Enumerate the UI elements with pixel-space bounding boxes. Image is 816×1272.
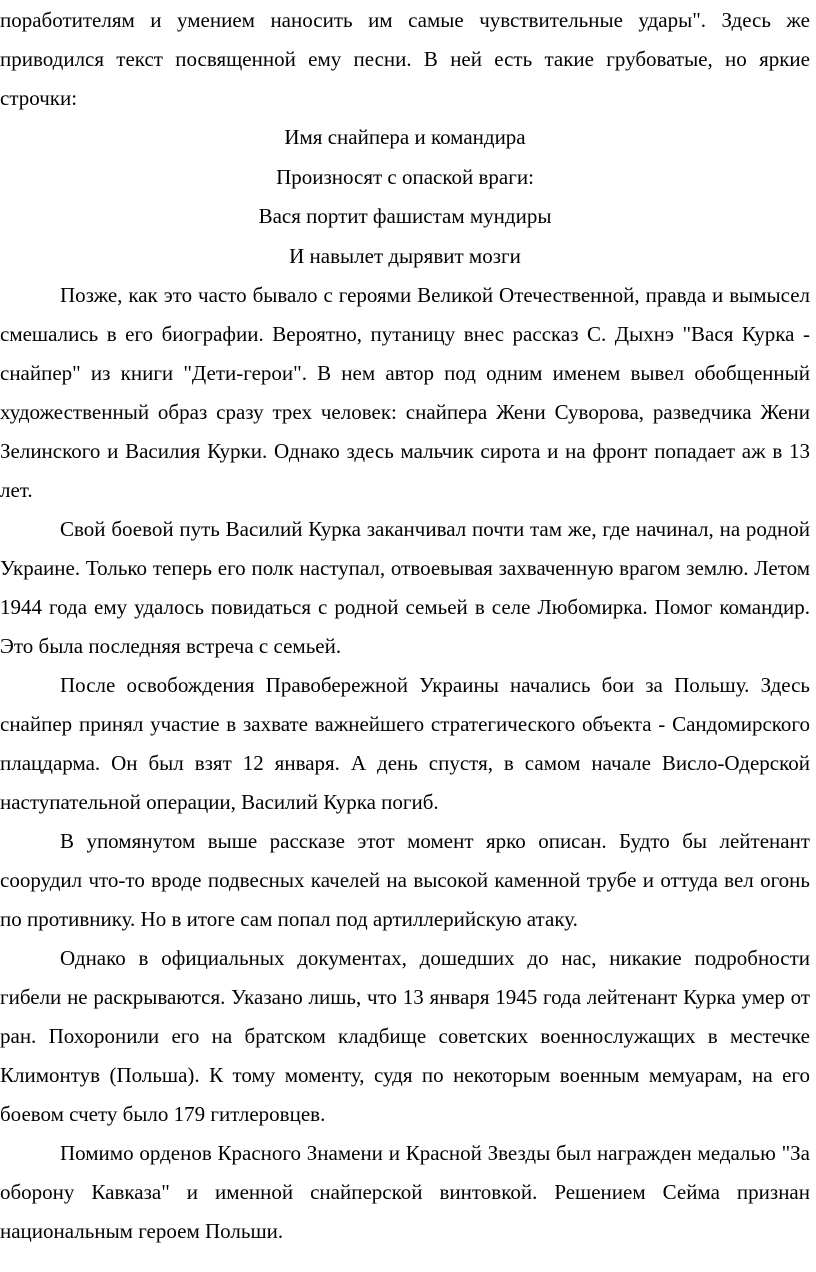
paragraph: Позже, как это часто бывало с героями Великой Отечественной, правда и вымысел смешались в его биографии. Вероятно, путаницу внес рассказ С. Дыхнэ "Вася Курка - снайпер" из книги "Дети-герои". В нем автор под одним именем вывел обобщенный художественный образ сразу трех человек: снайпера Жени Суворова, разведчика Жени Зелинского и Василия Курки. Однако здесь мальчик сирота и на фронт попадает аж в 13 лет. (0, 283, 810, 502)
poem-line: Вася портит фашистам мундиры (258, 204, 552, 228)
poem (0, 118, 810, 276)
poem-line: И навылет дырявит мозги (289, 243, 521, 268)
paragraph: После освобождения Правобережной Украины начались бои за Польшу. Здесь снайпер принял участие в захвате важнейшего стратегического объекта - Сандомирского плацдарма. Он был взят 12 января. А день спустя, в самом начале Висло-Одерской наступательной операции, Василий Курка погиб. (0, 673, 810, 814)
paragraph: Однако в официальных документах, дошедших до нас, никакие подробности гибели не раскрываются. Указано лишь, что 13 января 1945 года лейтенант Курка умер от ран. Похоронили его на братском кладбище советских военнослужащих в местечке Климонтув (Польша). К тому моменту, судя по некоторым военным мемуарам, на его боевом счету было 179 гитлеровцев. (0, 946, 810, 1126)
poem-line: Произносят с опаской враги: (276, 164, 534, 189)
paragraph: В упомянутом выше рассказе этот момент ярко описан. Будто бы лейтенант соорудил что-то вроде подвесных качелей на высокой каменной трубе и оттуда вел огонь по противнику. Но в итоге сам попал под артиллерийскую атаку. (0, 829, 810, 931)
paragraph: Помимо орденов Красного Знамени и Красной Звезды был награжден медалью "За оборону Кавказа" и именной снайперской винтовкой. Решением Сейма признан национальным героем Польши. (0, 1141, 810, 1243)
paragraph-continued: поработителям и умением наносить им самые чувствительные удары". Здесь же приводился текст посвященной ему песни. В ней есть такие грубоватые, но яркие строчки: (0, 8, 810, 110)
poem-line: Имя снайпера и командира (284, 125, 526, 149)
paragraph: Свой боевой путь Василий Курка заканчивал почти там же, где начинал, на родной Украине. Только теперь его полк наступал, отвоевывая захваченную врагом землю. Летом 1944 года ему удалось повидаться с родной семьей в селе Любомирка. Помог командир. Это была последняя встреча с семьей. (0, 517, 810, 658)
